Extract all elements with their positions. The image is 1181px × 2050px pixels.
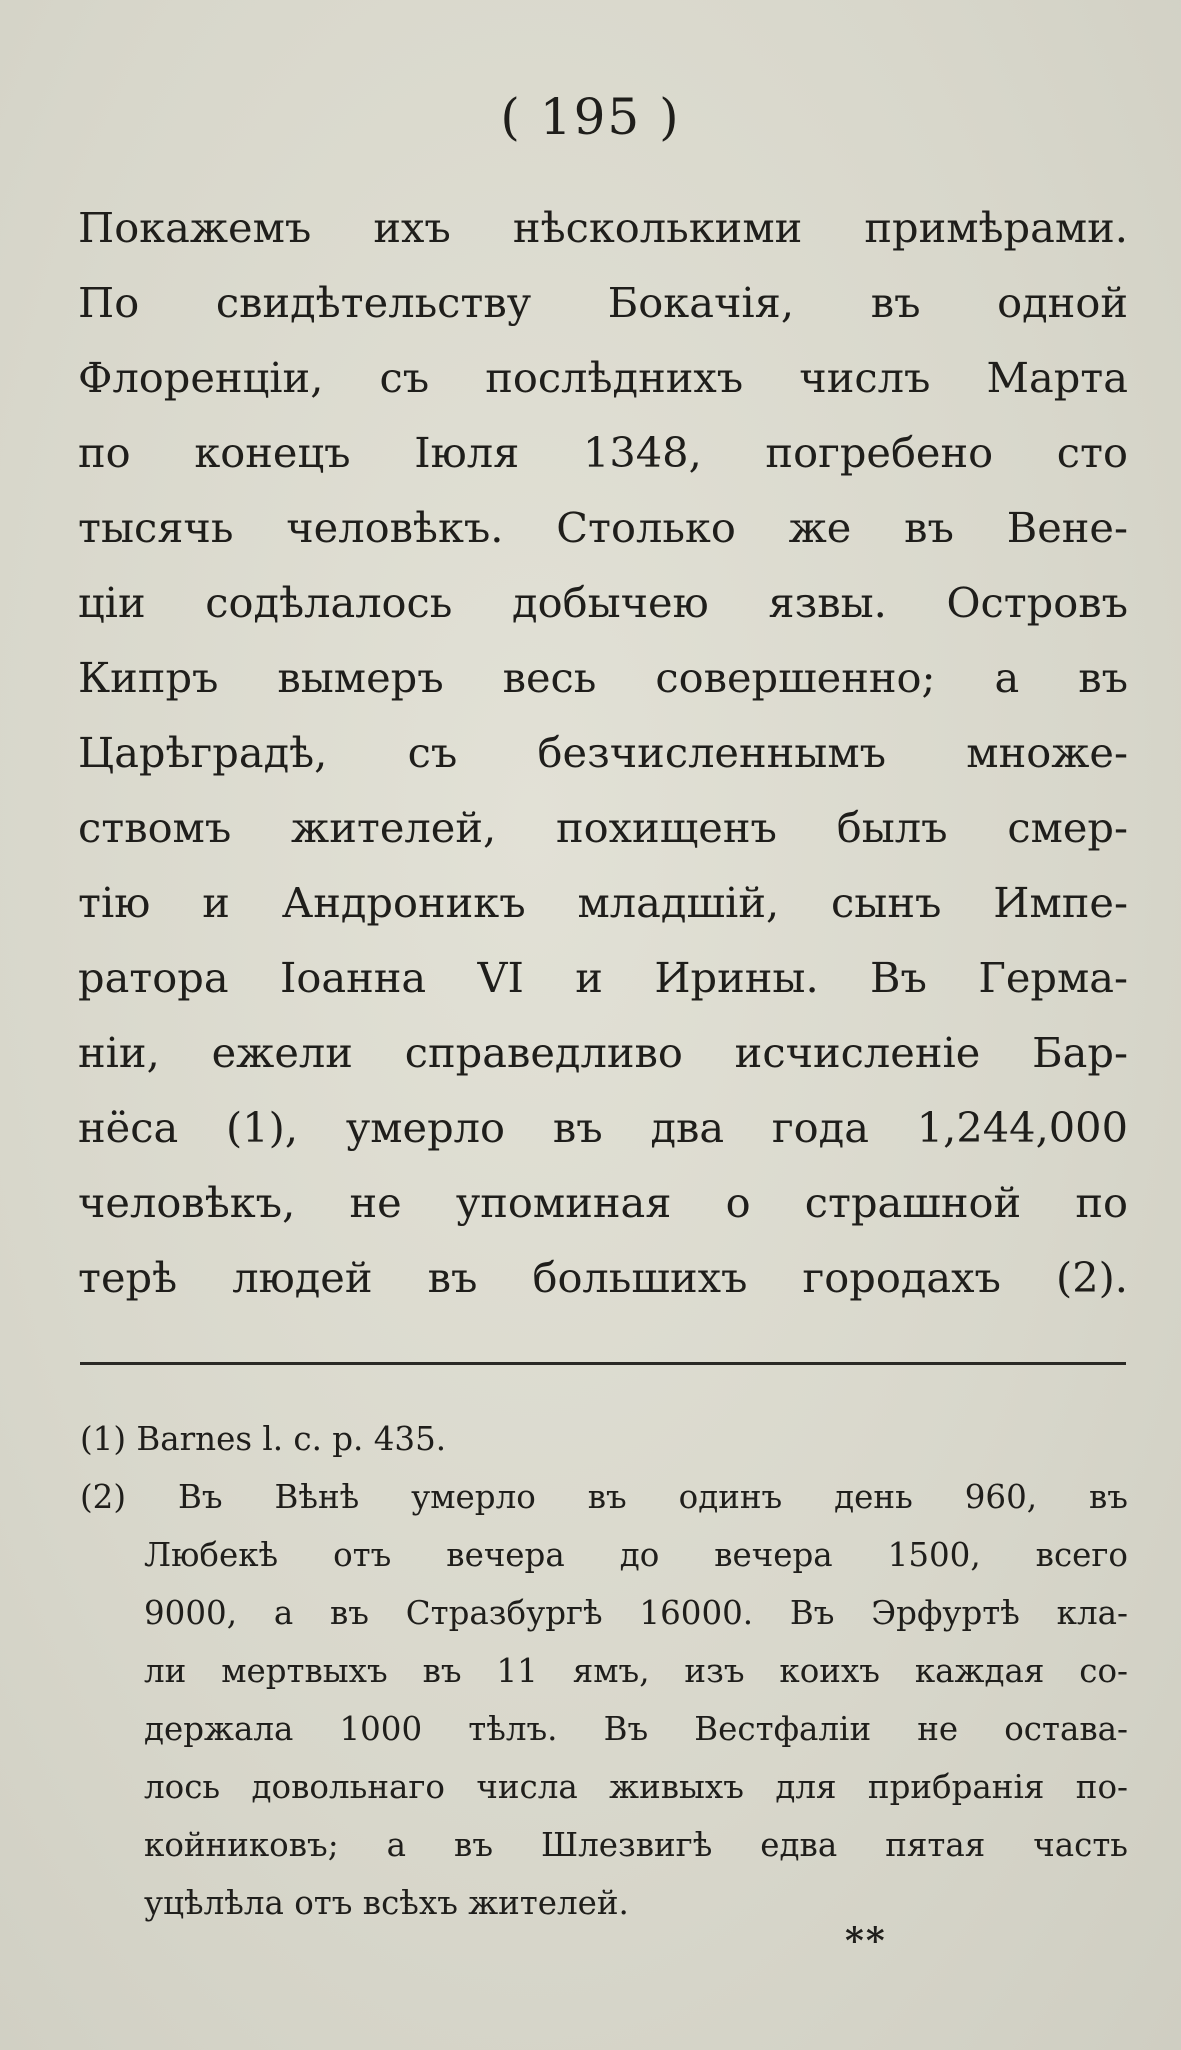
footnote-2-line: (2) Въ Вѣнѣ умерло въ одинъ день 960, въ [80,1478,1128,1516]
main-text-line: терѣ людей въ большихъ городахъ (2). [78,1253,1128,1302]
main-text-block [78,190,1128,1315]
main-text-line: Кипръ вымеръ весь совершенно; а въ [78,653,1128,702]
page-number: ( 195 ) [500,88,681,146]
main-text-line: тысячь человѣкъ. Столько же въ Вене- [78,503,1128,552]
footnote-2-line: держала 1000 тѣлъ. Въ Вестфаліи не остава- [144,1710,1128,1748]
main-text-line: Царѣградѣ, съ безчисленнымъ множе- [78,728,1128,777]
main-text-line: ціи содѣлалось добычею язвы. Островъ [78,578,1128,627]
main-text-line: нёса (1), умерло въ два года 1,244,000 [78,1103,1128,1152]
main-text-line: ратора Іоанна VI и Ирины. Въ Герма- [78,953,1128,1002]
main-text-line: по конецъ Іюля 1348, погребено сто [78,428,1128,477]
footnote-2-line: лось довольнаго числа живыхъ для прибранія по- [144,1768,1128,1806]
main-text-line: Покажемъ ихъ нѣсколькими примѣрами. [78,203,1128,252]
main-text-line: ніи, ежели справедливо исчисленіе Бар- [78,1028,1128,1077]
catchword: ** [845,1920,887,1962]
footnote-2-line: ли мертвыхъ въ 11 ямъ, изъ коихъ каждая со- [144,1652,1128,1690]
main-text-line: человѣкъ, не упоминая о страшной по [78,1178,1128,1227]
main-text-line: По свидѣтельству Бокачія, въ одной [78,278,1128,327]
footnote-2-line: Любекѣ отъ вечера до вечера 1500, всего [144,1536,1128,1574]
footnote-2-line: уцѣлѣла отъ всѣхъ жителей. [144,1884,629,1922]
footnotes-block [80,1410,1128,1932]
footnote-divider [80,1362,1126,1365]
main-text-line: тію и Андроникъ младшій, сынъ Импе- [78,878,1128,927]
footnote-1: (1) Barnes l. c. p. 435. [80,1420,447,1458]
main-text-line: ствомъ жителей, похищенъ былъ смер- [78,803,1128,852]
footnote-2-line: койниковъ; а въ Шлезвигѣ едва пятая часть [144,1826,1128,1864]
footnote-2-line: 9000, а въ Стразбургѣ 16000. Въ Эрфуртѣ кла- [144,1594,1128,1632]
main-text-line: Флоренціи, съ послѣднихъ числъ Марта [78,353,1128,402]
